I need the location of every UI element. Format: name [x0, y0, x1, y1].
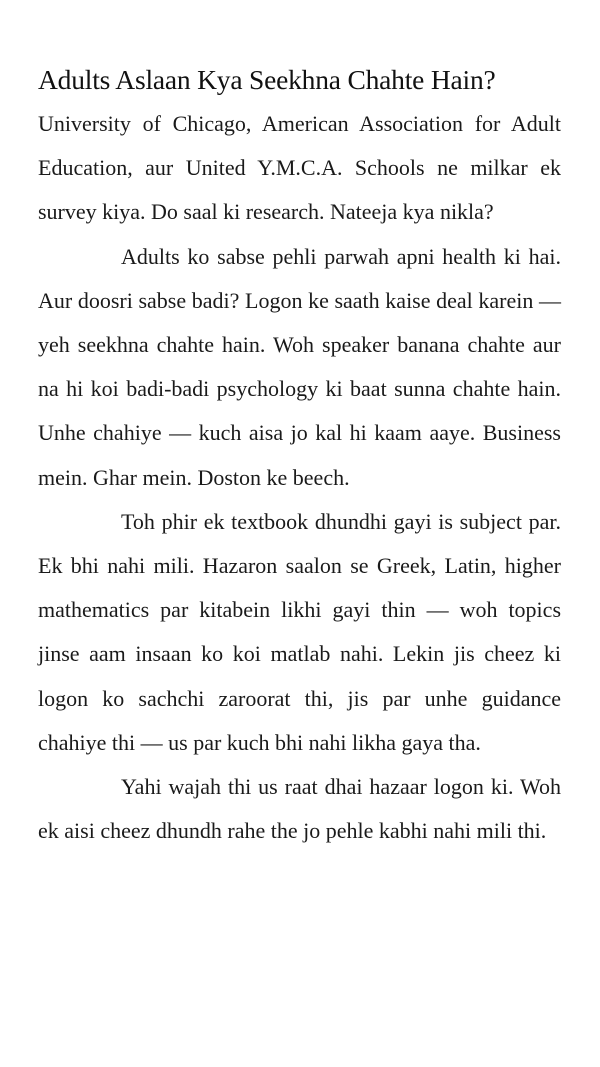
chapter-title: Adults Aslaan Kya Seekhna Chahte Hain?	[38, 64, 496, 95]
paragraph-2: Adults ko sabse pehli parwah apni health ki hai. Aur doosri sabse badi? Logon ke saath kaise deal karein — yeh seekhna chahte hain. Woh speaker banana chahte aur na hi koi badi-badi psychology ki baat sunna chahte hain. Unhe chahiye — kuch aisa jo kal hi kaam aaye. Business mein. Ghar mein. Doston ke beech.	[38, 243, 561, 490]
paragraph-1: University of Chicago, American Association for Adult Education, aur United Y.M.C.A. Schools ne milkar ek survey kiya. Do saal ki research. Nateeja kya nikla?	[38, 111, 561, 225]
reader-page	[38, 62, 561, 853]
paragraph-3: Toh phir ek textbook dhundhi gayi is subject par. Ek bhi nahi mili. Hazaron saalon se Greek, Latin, higher mathematics par kitabein likhi gayi thin — woh topics jinse aam insaan ko koi matlab nahi. Lekin jis cheez ki logon ko sachchi zaroorat thi, jis par unhe guidance chahiye thi — us par kuch bhi nahi likha gaya tha.	[38, 508, 561, 755]
paragraph-4: Yahi wajah thi us raat dhai hazaar logon ki. Woh ek aisi cheez dhundh rahe the jo pehle kabhi nahi mili thi.	[38, 774, 561, 844]
